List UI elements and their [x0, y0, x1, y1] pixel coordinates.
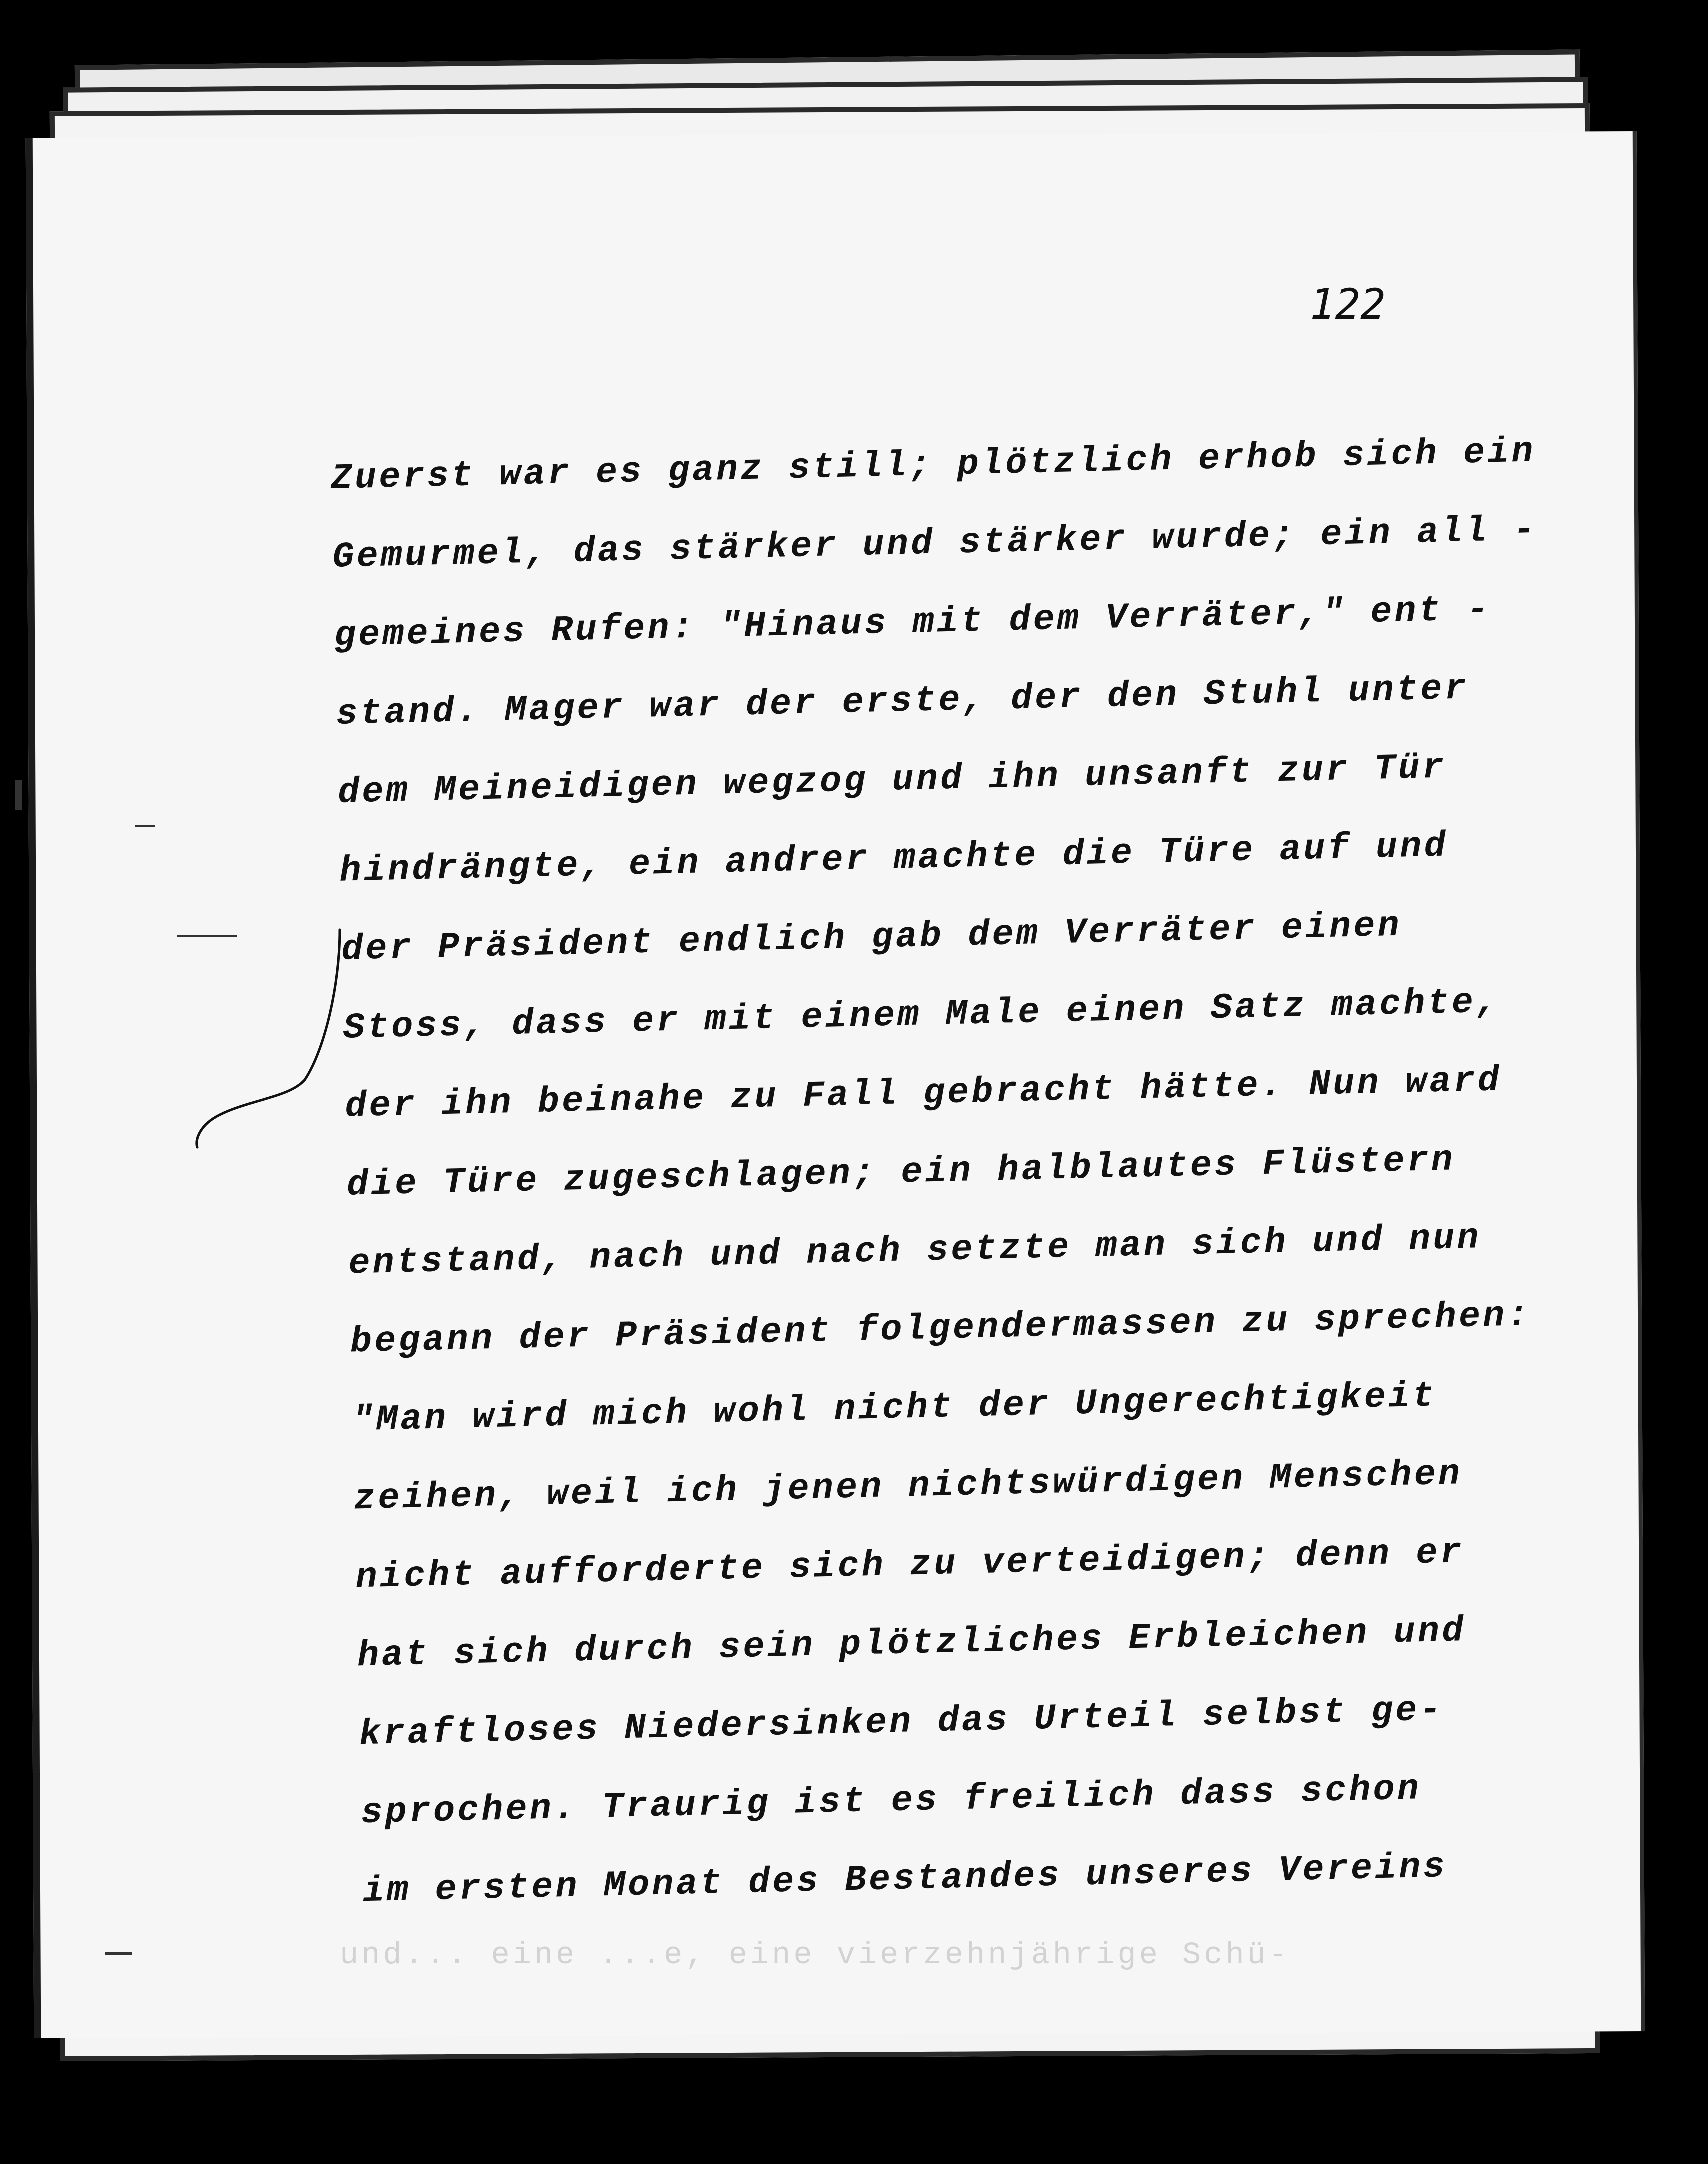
text-line: Zuerst war es ganz still; plötzlich erhob sich ein [330, 431, 1536, 500]
text-line: gemeines Rufen: "Hinaus mit dem Verräter," ent - [334, 589, 1492, 656]
body-text [330, 413, 1544, 1931]
text-line: der Präsident endlich gab dem Verräter einen [341, 905, 1402, 970]
text-line: hindrängte, ein andrer machte die Türe auf und [339, 826, 1449, 892]
text-line: dem Meineidigen wegzog und ihn unsanft zur Tür [338, 747, 1447, 814]
bleed-through-text: und... eine ...e, eine vierzehnjährige Schü- [340, 1938, 1291, 1973]
text-line: der ihn beinahe zu Fall gebracht hätte. Nun ward [344, 1060, 1502, 1128]
scan-artifact [105, 1952, 132, 1955]
text-line: Stoss, dass er mit einem Male einen Satz machte, [342, 982, 1500, 1049]
pencil-margin-mark [190, 925, 350, 1150]
text-line: kraftloses Niedersinken das Urteil selbst ge- [358, 1690, 1444, 1756]
text-line: die Türe zugeschlagen; ein halblautes Flüstern [346, 1140, 1456, 1206]
scan-artifact [15, 780, 22, 810]
text-line: nicht aufforderte sich zu verteidigen; denn er [355, 1532, 1465, 1598]
page-number: 122 [1310, 280, 1386, 329]
text-line: entstand, nach und nach setzte man sich und nun [348, 1218, 1482, 1284]
text-line: begann der Präsident folgendermassen zu sprechen: [350, 1294, 1532, 1363]
text-line: hat sich durch sein plötzliches Erbleichen und [357, 1610, 1467, 1677]
text-line: im ersten Monat des Bestandes unseres Vereins [362, 1846, 1448, 1912]
text-line: zeihen, weil ich jenen nichtswürdigen Menschen [354, 1454, 1463, 1520]
text-line: "Man wird mich wohl nicht der Ungerechtigkeit [352, 1376, 1438, 1442]
text-line: sprochen. Traurig ist es freilich dass schon [360, 1768, 1422, 1834]
scan-artifact [135, 825, 155, 828]
text-line: stand. Mager war der erste, der den Stuhl unter [336, 668, 1470, 735]
text-line: Gemurmel, das stärker und stärker wurde; ein all - [332, 510, 1538, 578]
